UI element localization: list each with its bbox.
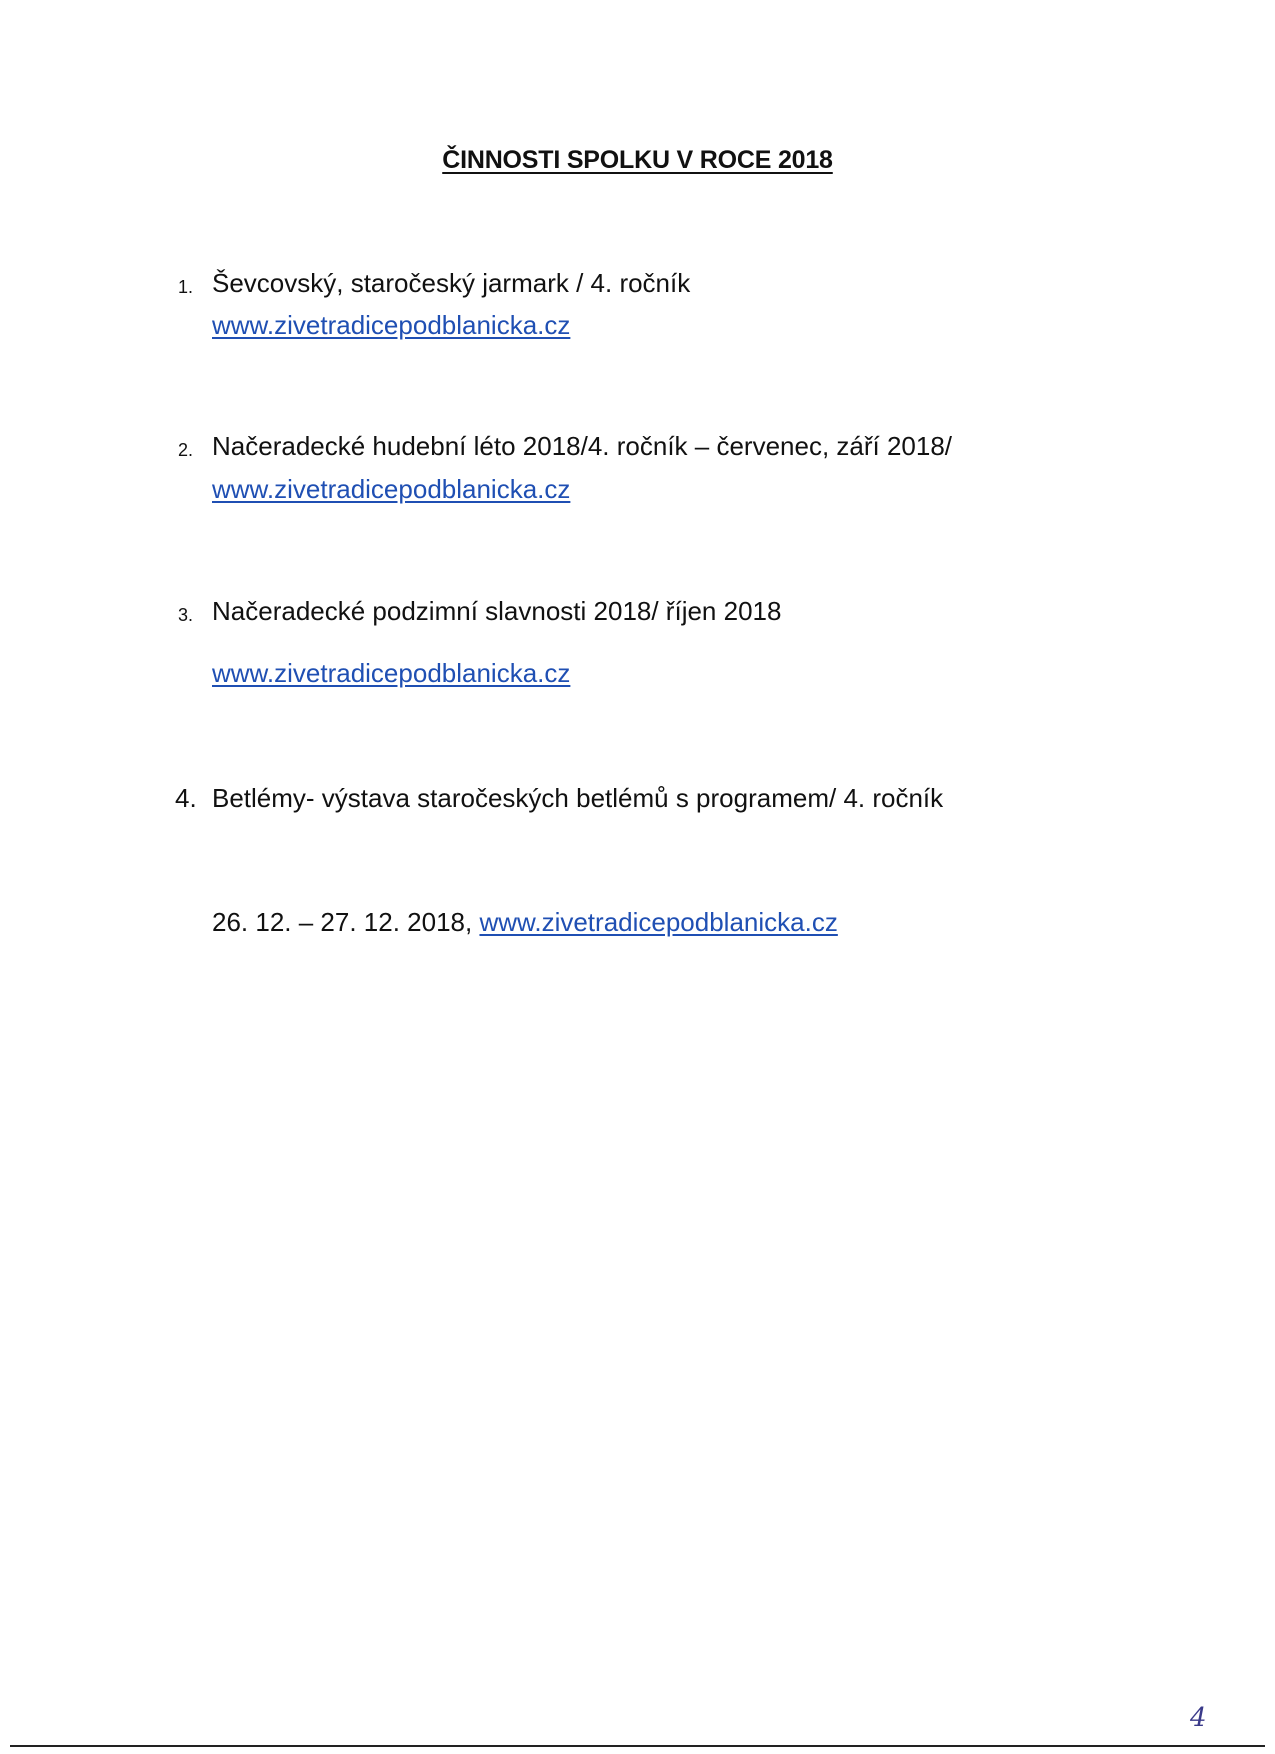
item-4-date-line [212,907,838,938]
bottom-rule [10,1745,1265,1747]
item-1-link[interactable]: www.zivetradicepodblanicka.cz [212,310,571,340]
item-1-text: Ševcovský, staročeský jarmark / 4. ročník [212,268,691,298]
item-3-text: Načeradecké podzimní slavnosti 2018/ říjen 2018 [212,596,782,626]
item-4-date: 26. 12. – 27. 12. 2018, [212,907,473,937]
item-2-text: Načeradecké hudební léto 2018/4. ročník – červenec, září 2018/ [212,431,953,461]
page-title: ČINNOSTI SPOLKU V ROCE 2018 [442,146,833,174]
item-1-number: 1. [178,277,194,297]
item-3-number: 3. [178,605,194,625]
item-2-link[interactable]: www.zivetradicepodblanicka.cz [212,474,571,504]
item-3-link[interactable]: www.zivetradicepodblanicka.cz [212,658,571,688]
page-number: 4 [1190,1703,1207,1733]
item-2-number: 2. [178,440,194,460]
item-4-text: Betlémy- výstava staročeských betlémů s programem/ 4. ročník [212,783,944,813]
item-4-number: 4. [175,783,197,813]
item-4-link[interactable]: www.zivetradicepodblanicka.cz [479,907,838,937]
